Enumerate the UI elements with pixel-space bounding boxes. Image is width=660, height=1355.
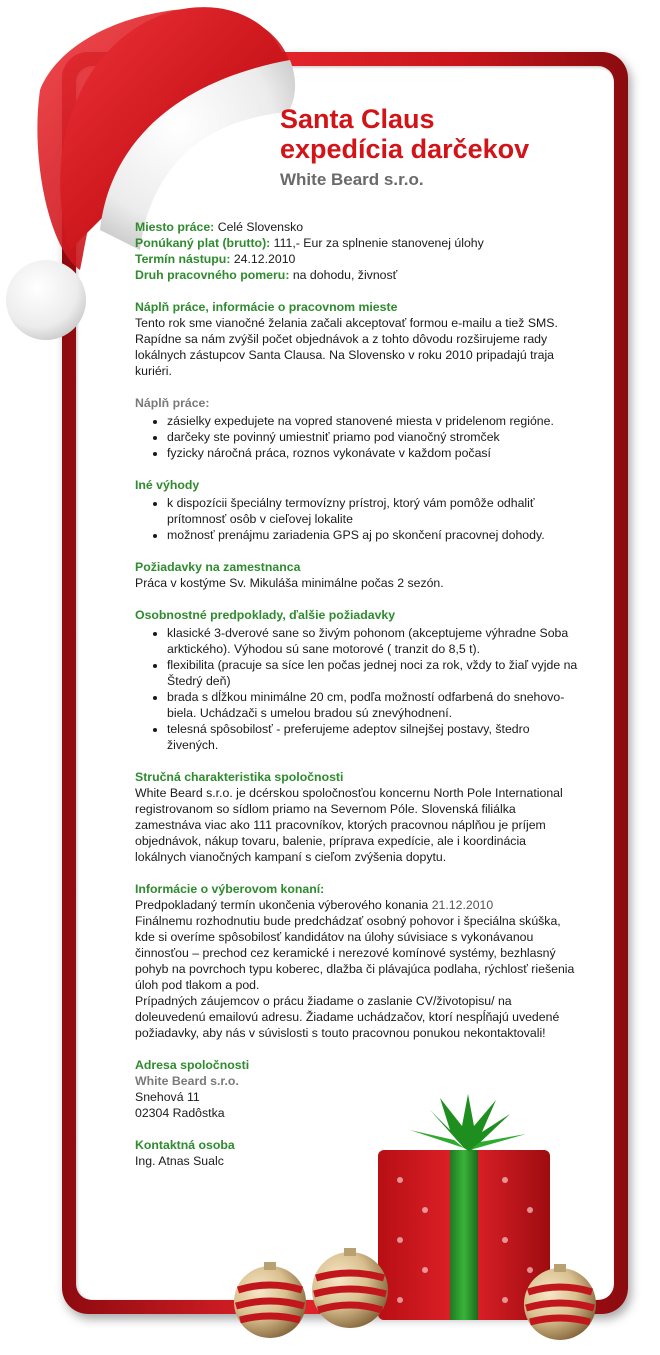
ornaments-icon xyxy=(230,1240,610,1355)
address-city: 02304 Radôstka xyxy=(135,1106,225,1120)
title-line-1: Santa Claus xyxy=(280,104,435,134)
list-item: • flexibilita (pracuje sa síce len počas jednej noci za rok, vždy to žiaľ vyjde na Štedrý deň) xyxy=(167,657,580,689)
summary-type: Druh pracovného pomeru: na dohodu, živnosť xyxy=(135,268,398,282)
personal-list xyxy=(135,625,580,753)
summary-salary: Ponúkaný plat (brutto): 111,- Eur za splnenie stanovenej úlohy xyxy=(135,236,484,250)
job-info-heading: Náplň práce, informácie o pracovnom mieste xyxy=(135,300,398,314)
company-profile-heading: Stručná charakteristika spoločnosti xyxy=(135,770,344,784)
list-item: • klasické 3-dverové sane so živým pohonom (akceptujeme výhradne Soba arktického). Výhodou sú sane motorové ( tranzit do 8,5 t). xyxy=(167,625,580,657)
page-title xyxy=(280,104,640,164)
requirements-heading: Požiadavky na zamestnanca xyxy=(135,560,301,574)
selection-heading: Informácie o výberovom konaní: xyxy=(135,882,325,896)
address-heading: Adresa spoločnosti xyxy=(135,1058,250,1072)
summary-place: Miesto práce: Celé Slovensko xyxy=(135,220,304,234)
benefits-section xyxy=(135,477,580,543)
deadline-date: 21.12.2010 xyxy=(431,898,494,912)
list-item: • darčeky ste povinný umiestniť priamo pod vianočný stromček xyxy=(167,429,580,445)
summary-start: Termín nástupu: 24.12.2010 xyxy=(135,252,296,266)
personal-section xyxy=(135,607,580,753)
company-profile-text: White Beard s.r.o. je dcérskou spoločnosťou koncernu North Pole International registrovanom so sídlom priamo na Severnom Póle. Slovenská filiálka zamestnáva viac ako 111 pracovníkov, ktorých pracovnou náplňou je príjem objednávok, nákup tovaru, balenie, príprava expedície, ale i koordinácia lokálnych vianočných kampaní s cieľom zvýšenia dopytu. xyxy=(135,786,563,864)
job-info-section xyxy=(135,299,580,379)
list-item: • možnosť prenájmu zariadenia GPS aj po skončení pracovnej dohody. xyxy=(167,527,580,543)
selection-section xyxy=(135,881,580,1041)
duties-section xyxy=(135,395,580,461)
list-item: • telesná spôsobilosť - preferujeme adeptov silnejšej postavy, štedro živených. xyxy=(167,721,580,753)
job-info-text: Tento rok sme vianočné želania začali akceptovať formou e-mailu a tiež SMS. Rapídne sa nám zvýšil počet objednávok a z tohto dôvodu rozširujeme rady lokálnych zástupcov Santa Clausa. Na Slovensko v roku 2010 pripadajú traja kuriéri. xyxy=(135,316,558,378)
job-content xyxy=(135,219,580,1169)
address-street: Snehová 11 xyxy=(135,1090,200,1104)
list-item: • k dispozícii špeciálny termovízny prístroj, ktorý vám pomôže odhaliť prítomnosť osôb v cieľovej lokalite xyxy=(167,495,580,527)
title-line-2: expedícia darčekov xyxy=(280,134,530,164)
list-item: • brada s dĺžkou minimálne 20 cm, podľa možností odfarbená do snehovo-biela. Uchádzači s umelou bradou sú znevýhodnení. xyxy=(167,689,580,721)
list-item: • fyzicky náročná práca, roznos vykonávate v každom počasí xyxy=(167,445,580,461)
benefits-heading: Iné výhody xyxy=(135,478,200,492)
company-profile-section xyxy=(135,769,580,865)
company-name: White Beard s.r.o. xyxy=(280,170,424,189)
contact-heading: Kontaktná osoba xyxy=(135,1138,235,1152)
list-item: • zásielky expedujete na vopred stanovené miesta v pridelenom regióne. xyxy=(167,413,580,429)
selection-para-3: Prípadných záujemcov o prácu žiadame o zaslanie CV/životopisu/ na doleuvedenú emailovú adresu. Žiadame uchádzačov, ktorí nespĺňajú uvedené požiadavky, aby nás v súvislosti s touto pracovnou ponukou nekontaktovali! xyxy=(135,994,560,1040)
selection-deadline: Predpokladaný termín ukončenia výberového konania 21.12.2010 xyxy=(135,898,494,912)
contact-person: Ing. Atnas Sualc xyxy=(135,1154,224,1168)
duties-list xyxy=(135,413,580,461)
benefits-list xyxy=(135,495,580,543)
address-company: White Beard s.r.o. xyxy=(135,1074,239,1088)
personal-heading: Osobnostné predpoklady, ďalšie požiadavky xyxy=(135,608,396,622)
selection-para-2: Finálnemu rozhodnutiu bude predchádzať osobný pohovor i špeciálna skúška, kde si overíme spôsobilosť kandidátov na úlohy súvisiace s vykonávanou činnosťou – prechod cez keramické i nerezové komínové systémy, bezhlasný pohyb na povrchoch typu koberec, dlažba či plávajúca podlaha, rýchlosť riešenia úloh pod tlakom a pod. xyxy=(135,914,575,992)
duties-heading: Náplň práce: xyxy=(135,396,210,410)
requirements-text: Práca v kostýme Sv. Mikuláša minimálne počas 2 sezón. xyxy=(135,576,444,590)
requirements-section xyxy=(135,559,580,591)
